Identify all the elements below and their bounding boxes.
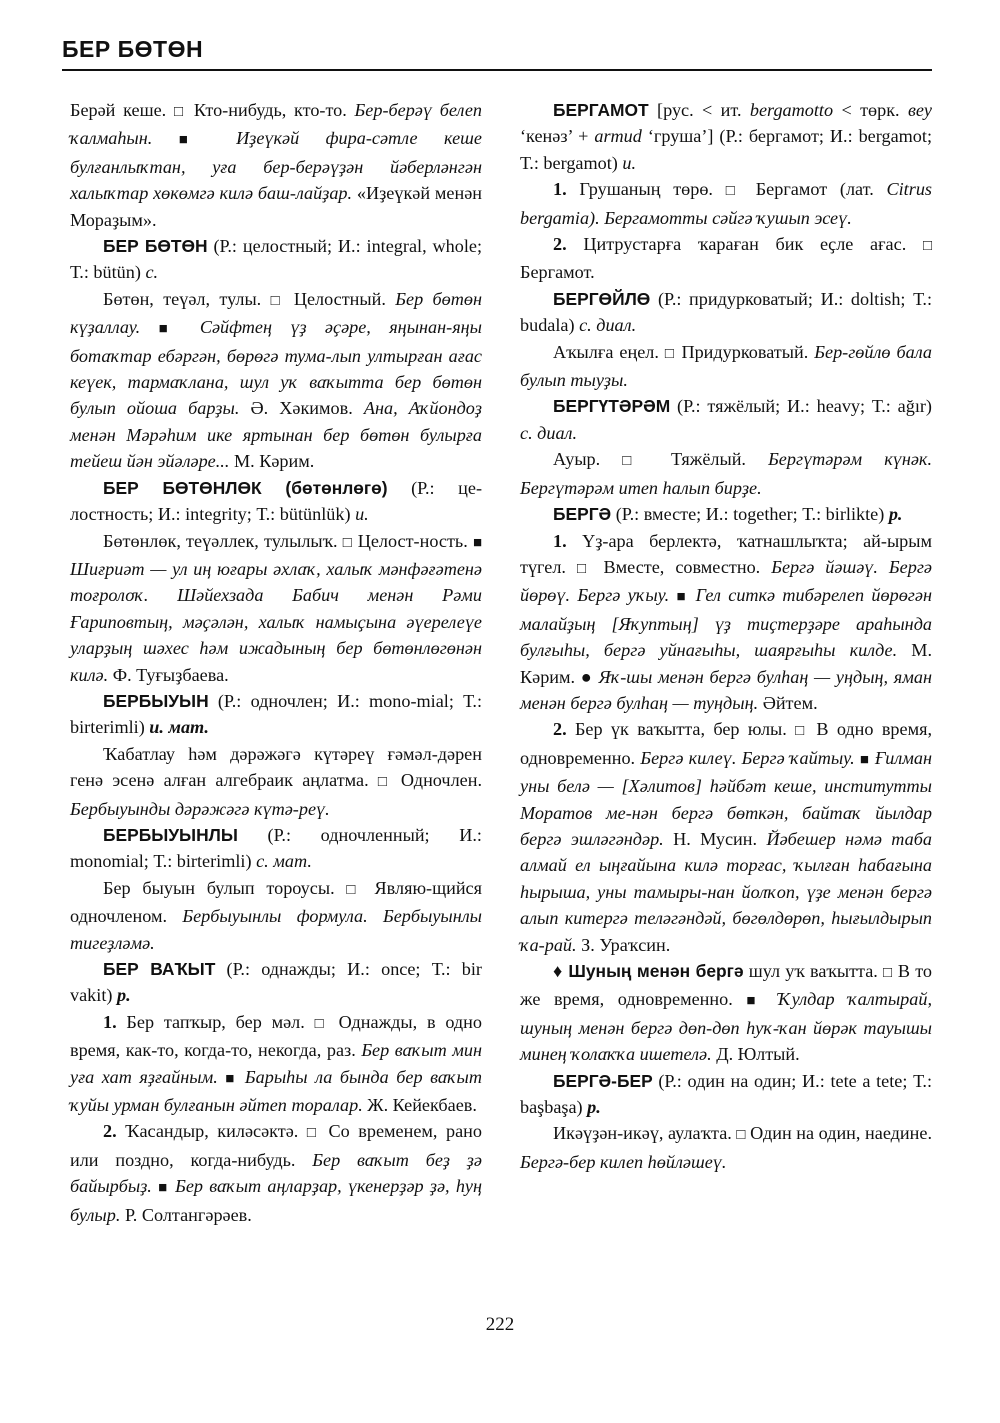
- square-marker-icon: □: [306, 1125, 320, 1142]
- black-square-marker-icon: ■: [158, 321, 182, 338]
- left-column: [70, 97, 482, 1228]
- definition: Ҡабатлау һәм дәрәжәгә күтәреү ғәмәл-дәрен генә эсенә алған алгебраик аңлатма. □ Одночлен. Бербыуынды дәрәжәгә күтә-реү.: [70, 743, 482, 819]
- entry-head-bergoylo: БЕРГӨЙЛӨ (Р.: придурковатый; И.: doltish; Т.: budala) с. диал.: [520, 288, 932, 336]
- grammar-label: с.: [145, 262, 159, 283]
- sense-number: 1.: [103, 1011, 117, 1032]
- square-marker-icon: □: [795, 723, 809, 740]
- header-rule: [62, 69, 932, 71]
- black-square-marker-icon: ■: [859, 751, 870, 768]
- sense-number: 2.: [553, 234, 567, 255]
- entry-head-bergutaram: БЕРГҮТӘРӘМ (Р.: тяжёлый; И.: heavy; Т.: ağır) с. диал.: [520, 396, 932, 443]
- entry-continuation: Берәй кеше. □ Кто-нибудь, кто-то. Бер-берәү белеп ҡалмаһын. ■ Иҙеүкәй фира-сәтле кеше булғанлыҡтан, уға бер-берәүҙән йәберләнгән халыҡтар хөкөмгә килә баш-лайҙар. «Иҙеүкәй менән Мораҙым».: [70, 100, 483, 230]
- bullet-icon: ●: [580, 666, 593, 687]
- square-marker-icon: □: [314, 1015, 329, 1032]
- entry-head-berga: БЕРГӘ (Р.: вместе; И.: together; Т.: birlikte) р.: [553, 504, 903, 525]
- black-square-marker-icon: ■: [178, 132, 210, 149]
- definition: Ауыр. □ Тяжёлый. Бергүтәрәм күнәк. Бергүтәрәм итеп һалып бирҙе.: [520, 449, 932, 498]
- grammar-label: и. мат.: [149, 717, 209, 738]
- square-marker-icon: □: [736, 1127, 746, 1144]
- headword: БЕРГӨЙЛӨ: [553, 288, 651, 309]
- definition: Икәүҙән-икәү, аулаҡта. □ Один на один, наедине. Бергә-бер килеп һөйләшеү.: [520, 1123, 933, 1172]
- page-number: 222: [485, 1314, 515, 1335]
- square-marker-icon: □: [173, 104, 187, 120]
- square-marker-icon: □: [725, 183, 743, 200]
- black-square-marker-icon: ■: [225, 1070, 238, 1087]
- square-marker-icon: □: [883, 965, 893, 981]
- entry-head-ber-boton: БЕР БӨТӨН (Р.: целостный; И.: integral, whole; Т.: bütün) с.: [70, 236, 483, 283]
- black-square-marker-icon: ■: [676, 589, 689, 606]
- idiom-headword: Шуның менән бергә: [562, 961, 744, 981]
- headword: БЕРГӘ-БЕР: [553, 1070, 653, 1091]
- entry-head-ber-botonlok: БЕР БӨТӨНЛӨК (бөтөнлөгө) (Р.: це-лостность; И.: integrity; Т.: bütünlük) и.: [70, 477, 482, 525]
- page-header: [62, 36, 932, 70]
- entry-head-berbyuyn: БЕРБЫУЫН (Р.: одночлен; И.: mono-mial; Т.: birterimli) и. мат.: [70, 690, 482, 738]
- entry-head-bergamot: БЕРГАМОТ [рус. < ит. bergamotto < төрк. веу ‘кенәз’ + armud ‘груша’] (Р.: бергамот; И.: bergamot; Т.: bergamot) и.: [520, 100, 932, 173]
- definition-sense-1: 1. Үҙ-ара берлектә, ҡатнашлыҡта; ай-ырым түгел. □ Вместе, совместно. Бергә йәшәү. Бергә йөрөү. Бергә уҡыу. ■ Гел ситкә тибәрелеп йөрөгән малайҙың [Яҡуптың] үҙ тиҫтерҙәре араһында булғыһы, бергә уйнағыһы, шаярғыһы килде. М. Кәрим. ● Яҡ-шы менән бергә булһаң — уңдың, яман менән бергә булһаң — туңдың. Әйтем.: [520, 530, 933, 713]
- square-marker-icon: □: [346, 881, 363, 898]
- definition: Бөтөн, теүәл, тулы. □ Целостный. Бер бөтөн күҙаллау. ■ Сәйфтең үҙ әҫәре, яңынан-яңы ботаҡтар ебәргән, бөрөгә тума-лып ултырған ағас кеүек, тармаҡлана, шул уҡ ваҡытта бер бөтөн булып ойоша барҙы. Ә. Хәкимов. Ана, Аҡйондоҙ менән Мәрәһим ике яртынан бер бөтөн булырға тейеш йән эйәләре... М. Кәрим.: [70, 288, 483, 472]
- grammar-label: р.: [116, 985, 131, 1006]
- square-marker-icon: □: [622, 453, 649, 470]
- sense-number: 2.: [103, 1121, 117, 1142]
- grammar-label: и.: [622, 152, 637, 173]
- headword: БЕР ВАҠЫТ: [103, 959, 216, 979]
- black-square-marker-icon: ■: [746, 993, 765, 1010]
- square-marker-icon: □: [576, 560, 593, 577]
- definition-sense-2: 2. Цитрустарға ҡараған бик еҫле ағас. □ Бергамот.: [520, 234, 932, 283]
- definition-sense-2: 2. Бер үк ваҡытта, бер юлы. □ В одно время, одновременно. Бергә килеү. Бергә ҡайтыу. ■ Ғилман уны белә — [Хәлитов] һәйбәт кеше, институтты Моратов ме-нән бергә бөткән, байтаҡ йылдар бергә эшләгәндәр. Н. Мусин. Йәбешер нәмә таба алмай ел ыңғайына килә торғас, ҡылған һабағына һырыша, уны тамыры-нан йолҡоп, үҙе менән бергә алып китергә теләгәндәй, бөгөлдөрөп, һығылдырып ҡа-рай. З. Ураҡсин.: [520, 719, 933, 955]
- grammar-label: с. диал.: [579, 315, 637, 336]
- headword: БЕРБЫУЫНЛЫ: [103, 824, 238, 845]
- running-head: БЕР БӨТӨН: [62, 36, 204, 62]
- black-square-marker-icon: ■: [158, 1180, 169, 1197]
- headword: БЕРГАМОТ: [553, 100, 649, 120]
- entry-head-ber-vakyt: БЕР ВАҠЫТ (Р.: однажды; И.: once; Т.: bir vakit) р.: [70, 959, 482, 1006]
- grammar-label: и.: [355, 504, 369, 525]
- square-marker-icon: □: [270, 292, 285, 309]
- black-square-marker-icon: ■: [472, 534, 482, 551]
- diamond-icon: ♦: [553, 961, 563, 981]
- headword: БЕР БӨТӨН: [103, 236, 208, 257]
- entry-head-berga-ber: БЕРГӘ-БЕР (Р.: один на один; И.: tete a tete; Т.: başbaşa) р.: [520, 1070, 932, 1118]
- headword: БЕРГҮТӘРӘМ: [553, 396, 671, 417]
- definition: Бөтөнлөк, теүәллек, тулылыҡ. □ Целост-ность. ■ Шиғриәт — ул иң юғары әхлаҡ, халыҡ мәнфәғәтенә тоғролоҡ. Шәйехзада Бабич менән Рәми Ғариповтың, мәҫәлән, халыҡ намыҫына әүерелеүе уларҙың шәхес һәм ижадының бер бөтөнлөгөнән килә. Ф. Туғыҙбаева.: [70, 530, 482, 685]
- definition: Бер быуын булып тороусы. □ Являю-щийся одночленом. Бербыуынлы формула. Бербыуынлы тигеҙләмә.: [70, 877, 483, 953]
- idiom-entry: ♦ Шуның менән бергә шул уҡ ваҡытта. □ В то же время, одновременно. ■ Ҡулдар ҡалтырай, шуның менән бергә дөп-дөп һуҡ-ҡан йөрәк тауышы минең ҡолаҡҡа ишетелә. Д. Юлтый.: [520, 961, 933, 1065]
- entry-head-berbyuynly: БЕРБЫУЫНЛЫ (Р.: одночленный; И.: monomial; Т.: birterimli) с. мат.: [70, 824, 482, 872]
- square-marker-icon: □: [342, 534, 353, 551]
- square-marker-icon: □: [664, 345, 676, 362]
- grammar-label: р.: [587, 1097, 601, 1118]
- grammar-label: с. мат.: [256, 851, 312, 872]
- headword: БЕР БӨТӨНЛӨК: [103, 477, 262, 498]
- definition-sense-1: 1. Грушаның төрө. □ Бергамот (лат. Citrus bergamia). Бергамотты сәйгә ҡушып эсеү.: [520, 179, 932, 228]
- right-column: [520, 97, 932, 1175]
- headword: БЕРГӘ: [553, 504, 612, 525]
- sense-number: 2.: [553, 719, 567, 740]
- sense-number: 1.: [553, 179, 567, 200]
- definition-sense-1: 1. Бер тапҡыр, бер мәл. □ Однажды, в одно время, как-то, когда-то, некогда, раз. Бер ваҡыт мин уға хат яҙғайным. ■ Барыһы ла бында бер ваҡыт ҡуйы урман булғанын әйтеп торалар. Ж. Кейекбаев.: [70, 1011, 482, 1116]
- square-marker-icon: □: [377, 774, 392, 791]
- sense-number: 1.: [553, 530, 567, 551]
- grammar-label: р.: [888, 504, 903, 525]
- definition: Аҡылға еңел. □ Придурковатый. Бер-гөйлө бала булып тыуҙы.: [520, 341, 933, 391]
- headword-form: (бөтөнлөгө): [261, 477, 388, 498]
- grammar-label: с. диал.: [520, 422, 578, 443]
- headword: БЕРБЫУЫН: [103, 690, 209, 711]
- definition-sense-2: 2. Ҡасандыр, киләсәктә. □ Со временем, рано или поздно, когда-нибудь. Бер ваҡыт беҙ ҙә байырбыҙ. ■ Бер ваҡыт аңларҙар, үкенерҙәр ҙә, һуң булыр. Р. Солтангәрәев.: [70, 1121, 483, 1225]
- square-marker-icon: □: [922, 238, 932, 255]
